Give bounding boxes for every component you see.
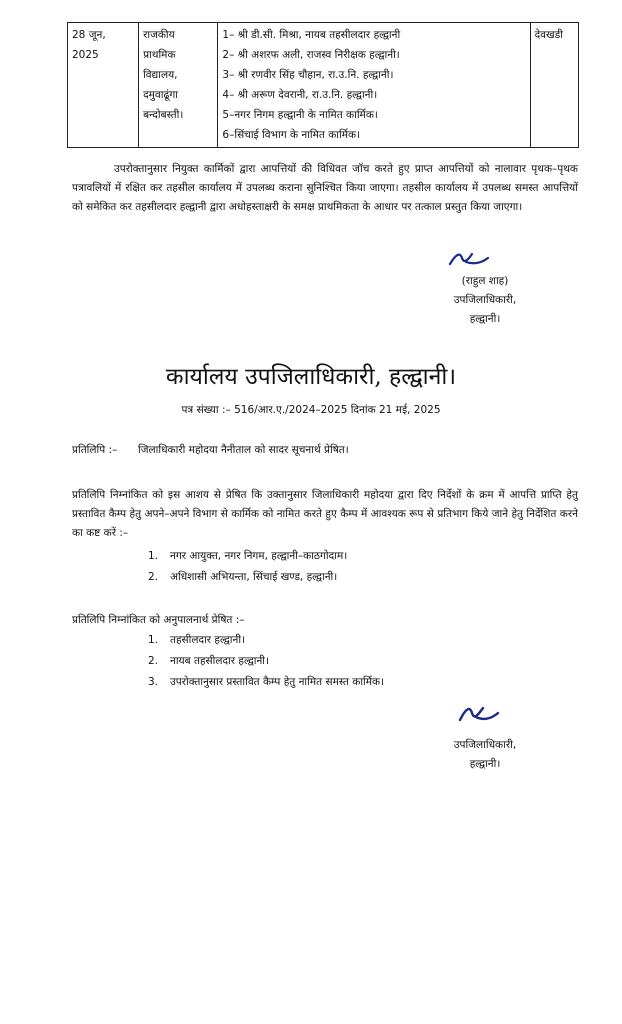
place-line: विद्यालय, bbox=[143, 69, 178, 81]
place-line: बन्दोबस्ती। bbox=[143, 109, 184, 121]
instruction-text: उपरोक्तानुसार नियुक्त कार्मिकों द्वारा आपत्तियों की विधिवत जॉच करते हुए प्राप्त आपत्तियों को नालावार पृथक–पृथक पत्रावलियों में रक्षित कर तहसील कार्यालय में उपलब्ध कराना सुनिश्चित किया जाएगा। तहसील कार्यालय में उपलब्ध समस्त आपत्तियों को समेकित कर तहसीलदार हल्द्वानी द्वारा अधोहस्ताक्षरी के समक्ष प्राथमिकता के आधार पर तत्काल प्रस्तुत किया जाएगा। bbox=[72, 163, 578, 213]
signature-block-1 bbox=[420, 272, 550, 329]
official-entry: 3– श्री रणवीर सिंह चौहान, रा.उ.नि. हल्द्वानी। bbox=[222, 69, 394, 81]
office-heading: कार्यालय उपजिलाधिकारी, हल्द्वानी। bbox=[165, 364, 457, 390]
official-entry: 1– श्री डी.सी. मिश्रा, नायब तहसीलदार हल्द्वानी bbox=[222, 29, 401, 41]
copy-line-1 bbox=[72, 442, 349, 458]
place-line: प्राथमिक bbox=[143, 49, 176, 61]
signature-mark bbox=[456, 702, 502, 726]
place-line: दमुवाढूंगा bbox=[143, 89, 179, 101]
official-entry: 6–सिंचाई विभाग के नामित कार्मिक। bbox=[222, 129, 361, 141]
list-item: 1. तहसीलदार हल्द्वानी। bbox=[148, 634, 246, 646]
signatory-designation: उपजिलाधिकारी, bbox=[453, 294, 517, 306]
date-cell bbox=[68, 23, 139, 148]
signatory-place: हल्द्वानी। bbox=[469, 313, 501, 325]
letter-reference: पत्र संख्या :– 516/आर.ए./2024–2025 दिनांक 21 मई, 2025 bbox=[181, 404, 441, 416]
official-entry: 5–नगर निगम हल्द्वानी के नामित कार्मिक। bbox=[222, 109, 378, 121]
official-entry: 2– श्री अशरफ अली, राजस्व निरीक्षक हल्द्वानी। bbox=[222, 49, 400, 61]
place-cell bbox=[139, 23, 218, 148]
signature-mark bbox=[446, 248, 492, 270]
list-item: 1. नगर आयुक्त, नगर निगम, हल्द्वानी–काठगोदाम। bbox=[148, 550, 348, 562]
copy-text: जिलाधिकारी महोदया नैनीताल को सादर सूचनार्थ प्रेषित। bbox=[138, 444, 349, 456]
table-row bbox=[68, 23, 579, 148]
instruction-paragraph bbox=[72, 160, 578, 217]
camp-table bbox=[67, 22, 579, 148]
copy-paragraph: प्रतिलिपि निम्नांकित को इस आशय से प्रेषित कि उक्तानुसार जिलाधिकारी महोदया द्वारा दिए निर्देशों के क्रम में आपत्ति प्राप्ति हेतु प्रस्तावित कैम्प हेतु अपने–अपने विभाग से कार्मिक को नामित करते हुए कैम्प में आवश्यक रूप से प्रतिभाग किये जाने हेतु निर्देशित करने का कष्ट करें :– bbox=[72, 489, 578, 539]
list-item: 3. उपरोक्तानुसार प्रस्तावित कैम्प हेतु नामित समस्त कार्मिक। bbox=[148, 676, 385, 688]
signatory-designation: उपजिलाधिकारी, bbox=[453, 739, 517, 751]
list-item: 2. नायब तहसीलदार हल्द्वानी। bbox=[148, 655, 270, 667]
copy-label: प्रतिलिपि :– bbox=[72, 444, 118, 456]
village-cell bbox=[530, 23, 578, 148]
list-item: 2. अधिशासी अभियन्ता, सिंचाई खण्ड, हल्द्वानी। bbox=[148, 571, 338, 583]
recipient-list-2 bbox=[148, 630, 384, 693]
signatory-place: हल्द्वानी। bbox=[469, 758, 501, 770]
camp-date: 28 जून, 2025 bbox=[72, 29, 106, 61]
village-name: देवखडी bbox=[534, 29, 563, 41]
signatory-name: (राहुल शाह) bbox=[461, 275, 509, 287]
officials-cell bbox=[218, 23, 530, 148]
place-line: राजकीय bbox=[143, 29, 175, 41]
copy2-heading: प्रतिलिपि निम्नांकित को अनुपालनार्थ प्रेषित :– bbox=[72, 614, 245, 626]
official-entry: 4– श्री अरूण देवरानी, रा.उ.नि. हल्द्वानी। bbox=[222, 89, 378, 101]
signature-block-2 bbox=[420, 736, 550, 774]
recipient-list-1 bbox=[148, 546, 347, 588]
